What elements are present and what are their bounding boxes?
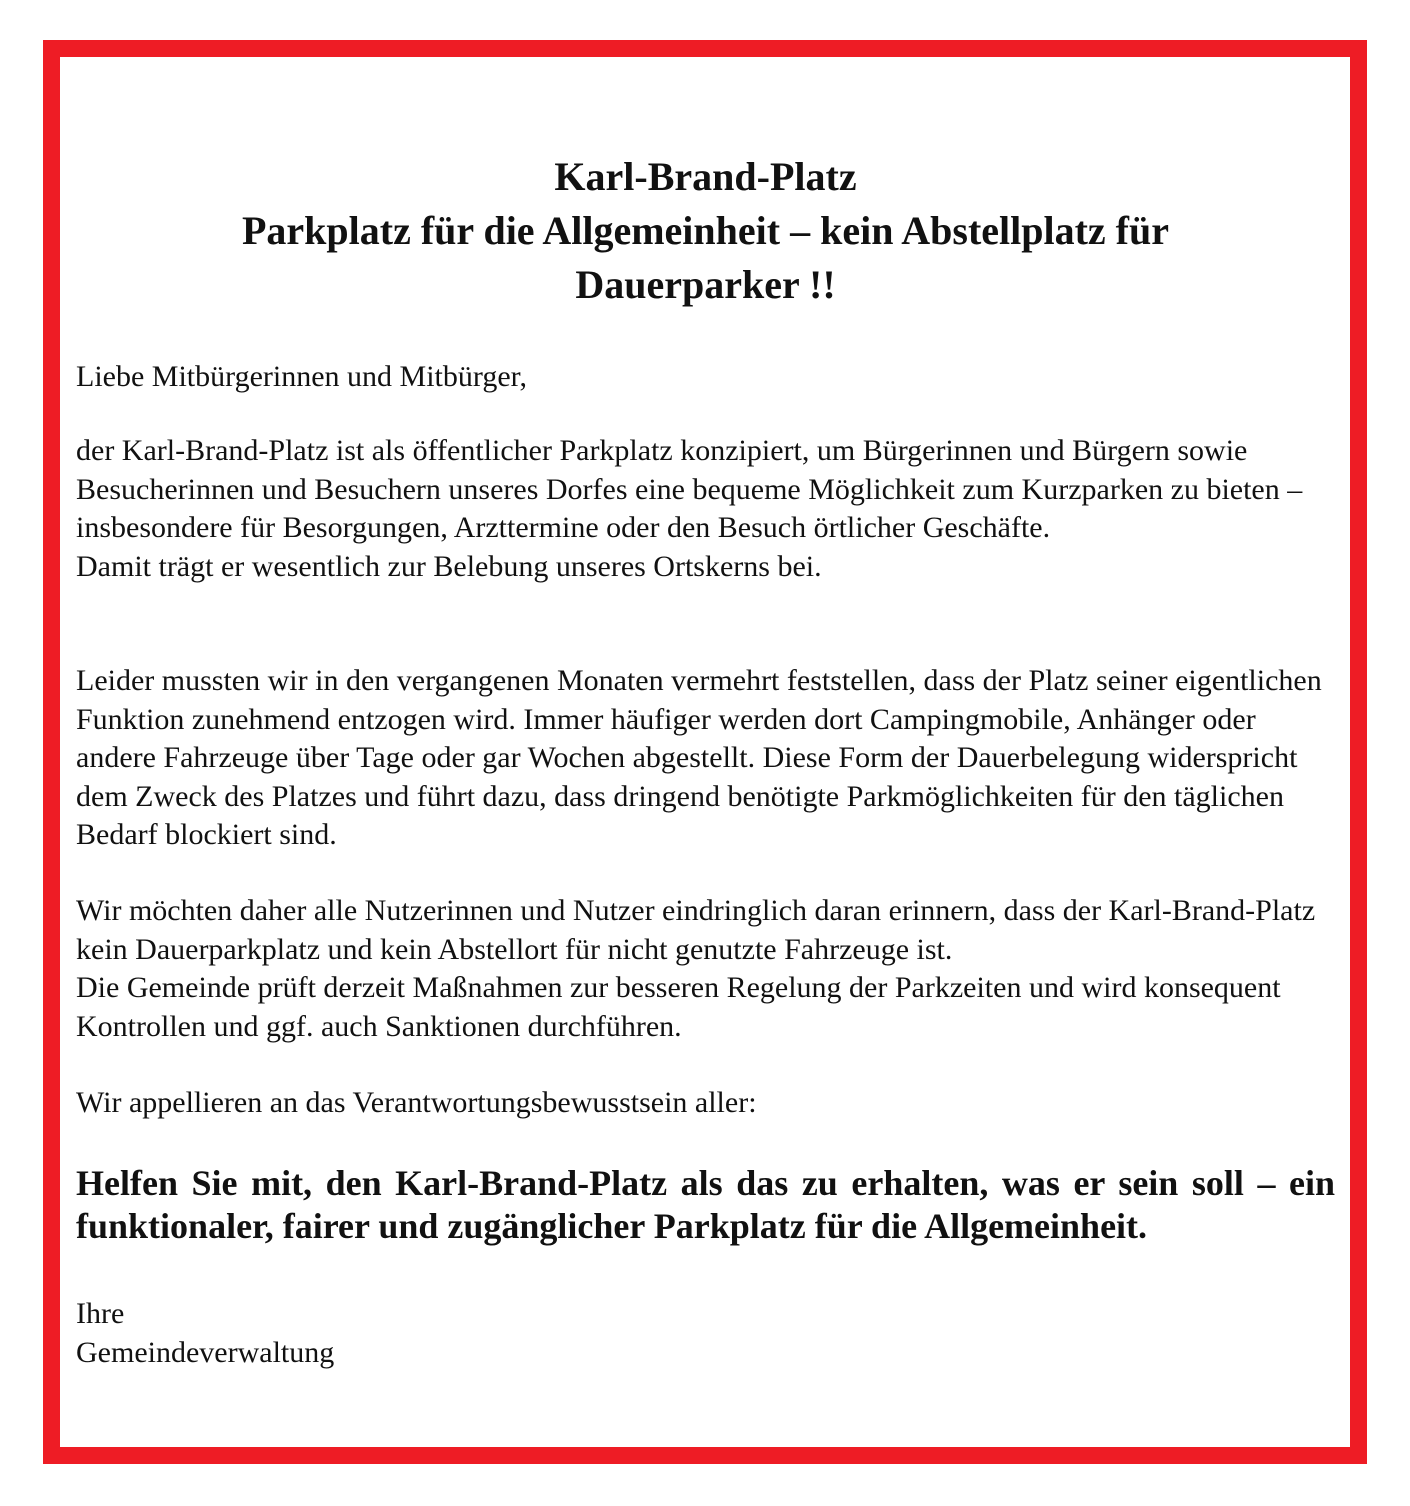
paragraph-purpose-text: der Karl-Brand-Platz ist als öffentlicher Parkplatz konzipiert, um Bürgerinnen und Bürgern sowie Besucherinnen und Besuchern unseres Dorfes eine bequeme Möglichkeit zum Kurzparken zu bieten – insbesondere für Besorgungen, Arzttermine oder den Besuch örtlicher Geschäfte. <box>76 434 1303 544</box>
paragraph-problem <box>76 662 1335 855</box>
title-line-3: Dauerparker !! <box>575 262 836 307</box>
signature-line-1: Ihre <box>76 1297 125 1330</box>
callout-text: Helfen Sie mit, den Karl-Brand-Platz als das zu erhalten, was er sein soll – ein funktionaler, fairer und zugänglicher Parkplatz für die Allgemeinheit. <box>76 1163 1335 1246</box>
signature <box>76 1294 676 1372</box>
paragraph-purpose <box>76 432 1335 586</box>
appeal <box>76 1084 1335 1123</box>
greeting <box>76 358 1335 397</box>
paragraph-reminder-text: Wir möchten daher alle Nutzerinnen und Nutzer eindringlich daran erinnern, dass der Karl-Brand-Platz kein Dauerparkplatz und kein Abstellort für nicht genutzte Fahrzeuge ist. <box>76 894 1316 966</box>
paragraph-reminder <box>76 892 1335 1046</box>
title-line-2: Parkplatz für die Allgemeinheit – kein Abstellplatz für <box>241 208 1169 253</box>
appeal-text: Wir appellieren an das Verantwortungsbewusstsein aller: <box>76 1086 757 1119</box>
paragraph-reminder-text-2: Die Gemeinde prüft derzeit Maßnahmen zur besseren Regelung der Parkzeiten und wird konsequent Kontrollen und ggf. auch Sanktionen durchführen. <box>76 971 1281 1043</box>
paragraph-problem-text: Leider mussten wir in den vergangenen Monaten vermehrt feststellen, dass der Platz seiner eigentlichen Funktion zunehmend entzogen wird. Immer häufiger werden dort Campingmobile, Anhänger oder andere Fahrzeuge über Tage oder gar Wochen abgestellt. Diese Form der Dauerbelegung widerspricht dem Zweck des Platzes und führt dazu, dass dringend benötigte Parkmöglichkeiten für den täglichen Bedarf blockiert sind. <box>76 664 1322 851</box>
paragraph-purpose-text-2: Damit trägt er wesentlich zur Belebung unseres Ortskerns bei. <box>76 549 822 583</box>
greeting-text: Liebe Mitbürgerinnen und Mitbürger, <box>76 360 527 393</box>
notice-title <box>76 150 1335 312</box>
title-line-1: Karl-Brand-Platz <box>554 154 857 199</box>
callout-bold <box>76 1162 1335 1248</box>
signature-line-2: Gemeindeverwaltung <box>76 1336 335 1369</box>
